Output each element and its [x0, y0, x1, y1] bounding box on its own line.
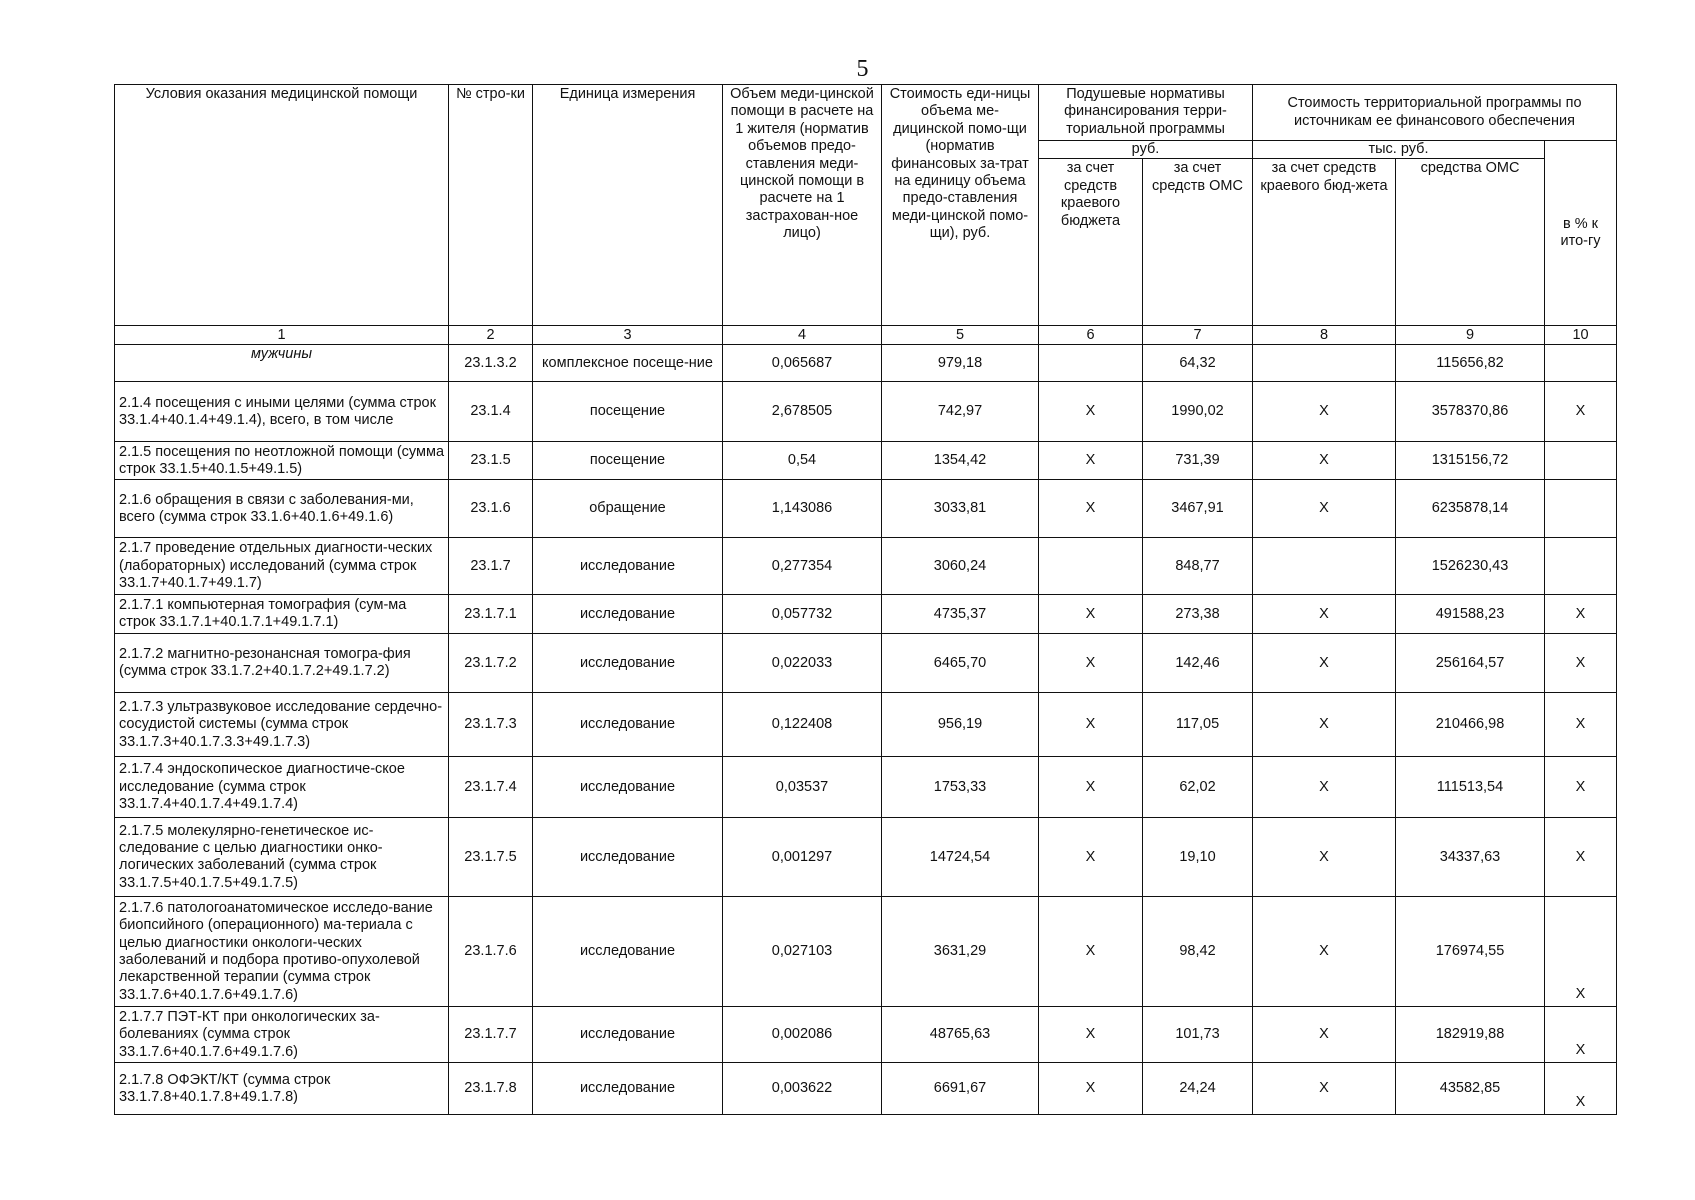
- cell-regional-budget-thous: Х: [1253, 480, 1396, 538]
- cell-cost: 48765,63: [882, 1007, 1039, 1063]
- cell-oms-rub: 848,77: [1143, 538, 1253, 595]
- cell-conditions: 2.1.7.5 молекулярно-генетическое ис-следование с целью диагностики онко-логических заболеваний (сумма строк 33.1.7.5+40.1.7.5+49.1.7.5): [115, 818, 449, 897]
- header-unit: Единица измерения: [533, 85, 723, 326]
- column-number: 7: [1143, 326, 1253, 345]
- column-number: 9: [1396, 326, 1545, 345]
- cell-oms-rub: 142,46: [1143, 634, 1253, 693]
- cell-volume: 0,057732: [723, 595, 882, 634]
- cell-oms-thous: 210466,98: [1396, 693, 1545, 757]
- cell-conditions: 2.1.7.8 ОФЭКТ/КТ (сумма строк 33.1.7.8+40.1.7.8+49.1.7.8): [115, 1063, 449, 1115]
- cell-unit: исследование: [533, 693, 723, 757]
- cell-conditions: 2.1.7.7 ПЭТ-КТ при онкологических за-болеваниях (сумма строк 33.1.7.6+40.1.7.6+49.1.7.6): [115, 1007, 449, 1063]
- cell-regional-budget-rub: Х: [1039, 757, 1143, 818]
- cell-regional-budget-thous: Х: [1253, 897, 1396, 1007]
- cell-percent: Х: [1545, 382, 1617, 442]
- page-number: 5: [856, 56, 869, 82]
- cell-oms-thous: 115656,82: [1396, 345, 1545, 382]
- cell-regional-budget-thous: [1253, 538, 1396, 595]
- cell-regional-budget-thous: Х: [1253, 442, 1396, 480]
- cell-row-no: 23.1.4: [449, 382, 533, 442]
- cell-conditions: 2.1.7.1 компьютерная томография (сум-ма строк 33.1.7.1+40.1.7.1+49.1.7.1): [115, 595, 449, 634]
- cell-percent: Х: [1545, 1063, 1617, 1115]
- cell-oms-rub: 731,39: [1143, 442, 1253, 480]
- table-row: [115, 693, 1617, 757]
- cell-row-no: 23.1.7.5: [449, 818, 533, 897]
- table-body: [115, 85, 1617, 1115]
- cell-oms-thous: 3578370,86: [1396, 382, 1545, 442]
- cell-regional-budget-rub: Х: [1039, 1007, 1143, 1063]
- cell-unit: исследование: [533, 1063, 723, 1115]
- cell-row-no: 23.1.7.7: [449, 1007, 533, 1063]
- cell-volume: 0,03537: [723, 757, 882, 818]
- cell-cost: 742,97: [882, 382, 1039, 442]
- column-numbers-row: [115, 326, 1617, 345]
- cell-cost: 3033,81: [882, 480, 1039, 538]
- cell-conditions: 2.1.7 проведение отдельных диагности-ческих (лабораторных) исследований (сумма строк 33.1.7+40.1.7+49.1.7): [115, 538, 449, 595]
- header-percent: в % к ито-гу: [1545, 141, 1617, 326]
- cell-unit: обращение: [533, 480, 723, 538]
- cell-volume: 1,143086: [723, 480, 882, 538]
- cell-conditions: мужчины: [115, 345, 449, 382]
- header-cost: Стоимость еди-ницы объема ме-дицинской помо-щи (норматив финансовых за-трат на единицу объема предо-ставления меди-цинской помо-щи), руб.: [882, 85, 1039, 326]
- cell-row-no: 23.1.6: [449, 480, 533, 538]
- header-regional-budget-thous: за счет средств краевого бюд-жета: [1253, 159, 1396, 326]
- cell-conditions: 2.1.7.6 патологоанатомическое исследо-вание биопсийного (операционного) ма-териала с целью диагностики онкологи-ческих заболеваний и подбора противо-опухолевой лекарственной терапии (сумма строк 33.1.7.6+40.1.7.6+49.1.7.6): [115, 897, 449, 1007]
- header-oms-thous: средства ОМС: [1396, 159, 1545, 326]
- cell-unit: исследование: [533, 818, 723, 897]
- cell-unit: исследование: [533, 757, 723, 818]
- cell-oms-rub: 19,10: [1143, 818, 1253, 897]
- cell-conditions: 2.1.6 обращения в связи с заболевания-ми, всего (сумма строк 33.1.6+40.1.6+49.1.6): [115, 480, 449, 538]
- cell-cost: 3060,24: [882, 538, 1039, 595]
- table-row: [115, 480, 1617, 538]
- cell-row-no: 23.1.7.2: [449, 634, 533, 693]
- cell-regional-budget-thous: Х: [1253, 595, 1396, 634]
- cell-oms-rub: 98,42: [1143, 897, 1253, 1007]
- table-row: [115, 595, 1617, 634]
- column-number: 8: [1253, 326, 1396, 345]
- cell-conditions: 2.1.5 посещения по неотложной помощи (сумма строк 33.1.5+40.1.5+49.1.5): [115, 442, 449, 480]
- cell-oms-thous: 111513,54: [1396, 757, 1545, 818]
- cell-regional-budget-rub: Х: [1039, 595, 1143, 634]
- cell-regional-budget-rub: [1039, 538, 1143, 595]
- cell-cost: 6691,67: [882, 1063, 1039, 1115]
- cell-volume: 0,277354: [723, 538, 882, 595]
- column-number: 6: [1039, 326, 1143, 345]
- cell-row-no: 23.1.7.8: [449, 1063, 533, 1115]
- cell-unit: посещение: [533, 442, 723, 480]
- cell-row-no: 23.1.7: [449, 538, 533, 595]
- table-row: [115, 442, 1617, 480]
- column-number: 10: [1545, 326, 1617, 345]
- cell-cost: 4735,37: [882, 595, 1039, 634]
- header-row-no: № стро-ки: [449, 85, 533, 326]
- table-row: [115, 345, 1617, 382]
- cell-cost: 6465,70: [882, 634, 1039, 693]
- cell-oms-thous: 1315156,72: [1396, 442, 1545, 480]
- cell-cost: 3631,29: [882, 897, 1039, 1007]
- cell-oms-rub: 273,38: [1143, 595, 1253, 634]
- cell-regional-budget-rub: [1039, 345, 1143, 382]
- cell-percent: Х: [1545, 693, 1617, 757]
- table-row: [115, 634, 1617, 693]
- cell-oms-thous: 6235878,14: [1396, 480, 1545, 538]
- cell-oms-rub: 24,24: [1143, 1063, 1253, 1115]
- cell-volume: 0,122408: [723, 693, 882, 757]
- cell-regional-budget-thous: Х: [1253, 693, 1396, 757]
- cell-unit: комплексное посеще-ние: [533, 345, 723, 382]
- cell-percent: [1545, 345, 1617, 382]
- cell-volume: 2,678505: [723, 382, 882, 442]
- cell-volume: 0,001297: [723, 818, 882, 897]
- column-number: 2: [449, 326, 533, 345]
- cell-oms-rub: 64,32: [1143, 345, 1253, 382]
- cell-volume: 0,54: [723, 442, 882, 480]
- cell-volume: 0,003622: [723, 1063, 882, 1115]
- header-rub: руб.: [1039, 141, 1253, 159]
- cell-percent: Х: [1545, 634, 1617, 693]
- cell-regional-budget-rub: Х: [1039, 480, 1143, 538]
- column-number: 1: [115, 326, 449, 345]
- financing-table: [114, 84, 1617, 1115]
- cell-oms-thous: 1526230,43: [1396, 538, 1545, 595]
- cell-percent: [1545, 442, 1617, 480]
- cell-regional-budget-thous: Х: [1253, 757, 1396, 818]
- cell-unit: исследование: [533, 897, 723, 1007]
- cell-regional-budget-rub: Х: [1039, 897, 1143, 1007]
- cell-oms-thous: 43582,85: [1396, 1063, 1545, 1115]
- table-row: [115, 1007, 1617, 1063]
- table-row: [115, 897, 1617, 1007]
- cell-row-no: 23.1.3.2: [449, 345, 533, 382]
- cell-volume: 0,027103: [723, 897, 882, 1007]
- cell-regional-budget-rub: Х: [1039, 1063, 1143, 1115]
- table-row: [115, 818, 1617, 897]
- cell-regional-budget-thous: Х: [1253, 818, 1396, 897]
- cell-oms-rub: 1990,02: [1143, 382, 1253, 442]
- cell-conditions: 2.1.7.3 ультразвуковое исследование сердечно-сосудистой системы (сумма строк 33.1.7.3+40.1.7.3.3+49.1.7.3): [115, 693, 449, 757]
- cell-regional-budget-thous: Х: [1253, 382, 1396, 442]
- cell-row-no: 23.1.7.3: [449, 693, 533, 757]
- header-regional-budget-rub: за счет средств краевого бюджета: [1039, 159, 1143, 326]
- cell-unit: исследование: [533, 595, 723, 634]
- cell-oms-thous: 491588,23: [1396, 595, 1545, 634]
- cell-oms-rub: 117,05: [1143, 693, 1253, 757]
- cell-unit: посещение: [533, 382, 723, 442]
- cell-conditions: 2.1.7.4 эндоскопическое диагностиче-ское исследование (сумма строк 33.1.7.4+40.1.7.4+49.1.7.4): [115, 757, 449, 818]
- header-per-capita: Подушевые нормативы финансирования терри-ториальной программы: [1039, 85, 1253, 141]
- table-row: [115, 538, 1617, 595]
- cell-regional-budget-rub: Х: [1039, 818, 1143, 897]
- cell-unit: исследование: [533, 634, 723, 693]
- header-volume: Объем меди-цинской помощи в расчете на 1 жителя (норматив объемов предо-ставления меди-цинской помощи в расчете на 1 застрахован-ное лицо): [723, 85, 882, 326]
- column-number: 3: [533, 326, 723, 345]
- column-number: 5: [882, 326, 1039, 345]
- cell-cost: 14724,54: [882, 818, 1039, 897]
- cell-oms-thous: 176974,55: [1396, 897, 1545, 1007]
- cell-regional-budget-thous: Х: [1253, 634, 1396, 693]
- cell-regional-budget-rub: Х: [1039, 442, 1143, 480]
- cell-regional-budget-thous: Х: [1253, 1063, 1396, 1115]
- cell-oms-rub: 101,73: [1143, 1007, 1253, 1063]
- cell-percent: Х: [1545, 757, 1617, 818]
- cell-percent: [1545, 480, 1617, 538]
- header-oms-rub: за счет средств ОМС: [1143, 159, 1253, 326]
- cell-cost: 1753,33: [882, 757, 1039, 818]
- cell-conditions: 2.1.4 посещения с иными целями (сумма строк 33.1.4+40.1.4+49.1.4), всего, в том числе: [115, 382, 449, 442]
- cell-row-no: 23.1.7.6: [449, 897, 533, 1007]
- cell-regional-budget-rub: Х: [1039, 382, 1143, 442]
- cell-oms-thous: 256164,57: [1396, 634, 1545, 693]
- cell-percent: Х: [1545, 1007, 1617, 1063]
- cell-oms-thous: 182919,88: [1396, 1007, 1545, 1063]
- cell-volume: 0,022033: [723, 634, 882, 693]
- table-row: [115, 1063, 1617, 1115]
- cell-percent: Х: [1545, 818, 1617, 897]
- table-row: [115, 382, 1617, 442]
- cell-percent: Х: [1545, 897, 1617, 1007]
- cell-oms-rub: 62,02: [1143, 757, 1253, 818]
- cell-row-no: 23.1.7.1: [449, 595, 533, 634]
- cell-cost: 979,18: [882, 345, 1039, 382]
- header-program-cost: Стоимость территориальной программы по источникам ее финансового обеспечения: [1253, 85, 1617, 141]
- cell-conditions: 2.1.7.2 магнитно-резонансная томогра-фия (сумма строк 33.1.7.2+40.1.7.2+49.1.7.2): [115, 634, 449, 693]
- cell-regional-budget-thous: Х: [1253, 1007, 1396, 1063]
- cell-percent: [1545, 538, 1617, 595]
- cell-regional-budget-thous: [1253, 345, 1396, 382]
- cell-regional-budget-rub: Х: [1039, 634, 1143, 693]
- cell-volume: 0,065687: [723, 345, 882, 382]
- cell-regional-budget-rub: Х: [1039, 693, 1143, 757]
- cell-oms-rub: 3467,91: [1143, 480, 1253, 538]
- cell-unit: исследование: [533, 1007, 723, 1063]
- header-thous-rub: тыс. руб.: [1253, 141, 1545, 159]
- header-conditions: Условия оказания медицинской помощи: [115, 85, 449, 326]
- cell-percent: Х: [1545, 595, 1617, 634]
- column-number: 4: [723, 326, 882, 345]
- cell-cost: 1354,42: [882, 442, 1039, 480]
- header-row-1: [115, 85, 1617, 141]
- cell-unit: исследование: [533, 538, 723, 595]
- cell-oms-thous: 34337,63: [1396, 818, 1545, 897]
- cell-cost: 956,19: [882, 693, 1039, 757]
- table-row: [115, 757, 1617, 818]
- cell-volume: 0,002086: [723, 1007, 882, 1063]
- cell-row-no: 23.1.5: [449, 442, 533, 480]
- cell-row-no: 23.1.7.4: [449, 757, 533, 818]
